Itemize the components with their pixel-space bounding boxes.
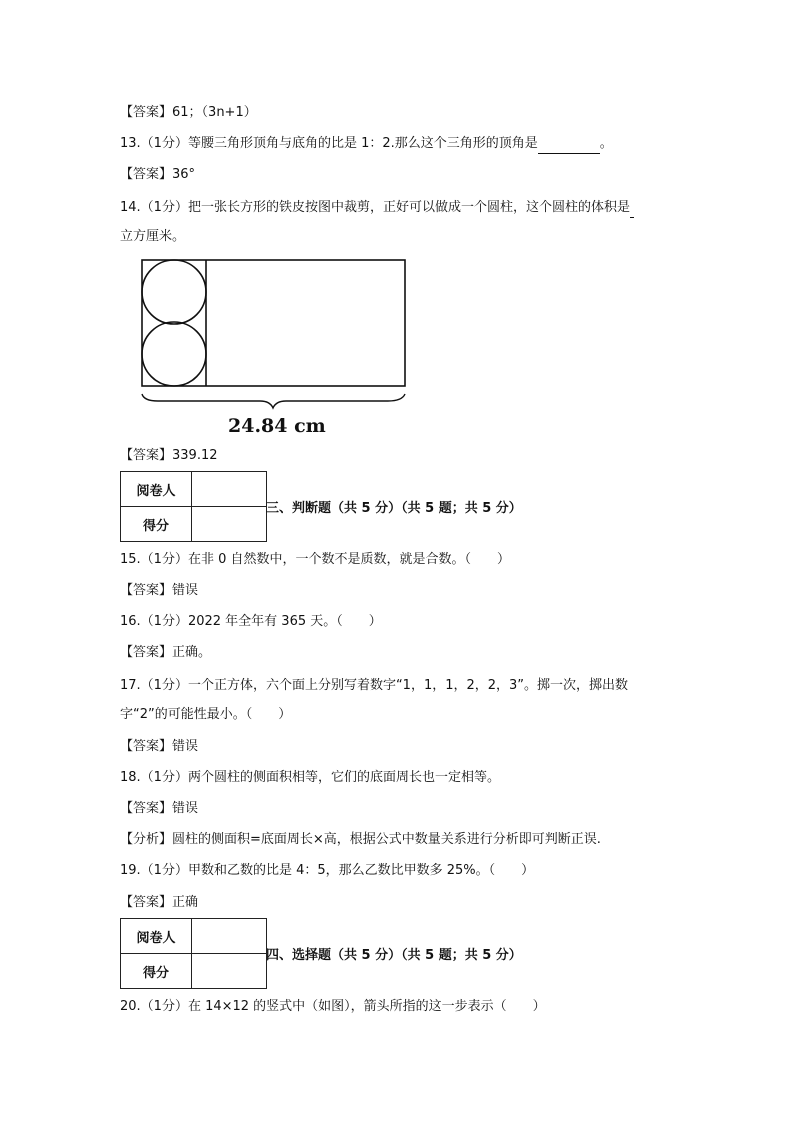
section-4-title: 四、选择题（共 5 分）（共 5 题；共 5 分） bbox=[266, 948, 522, 963]
question-13-end: 。 bbox=[599, 136, 613, 151]
answer-blank bbox=[538, 135, 600, 154]
reviewer-label: 阅卷人 bbox=[121, 472, 192, 507]
answer-16: 【答案】正确。 bbox=[120, 645, 212, 660]
question-20: 20.（1分）在 14×12 的竖式中（如图），箭头所指的这一步表示（ ） bbox=[120, 999, 546, 1014]
question-13 bbox=[120, 135, 613, 154]
question-17-continued: 字“2”的可能性最小。（ ） bbox=[120, 707, 292, 722]
score-table bbox=[120, 918, 267, 989]
top-circle bbox=[142, 260, 206, 324]
answer-15: 【答案】错误 bbox=[120, 583, 199, 598]
answer-12: 【答案】61；（3n+1） bbox=[120, 105, 257, 120]
length-label: 24.84 cm bbox=[228, 415, 326, 437]
score-label: 得分 bbox=[121, 954, 192, 989]
score-label: 得分 bbox=[121, 507, 192, 542]
reviewer-cell bbox=[192, 919, 267, 954]
analysis-18: 【分析】圆柱的侧面积=底面周长×高，根据公式中数量关系进行分析即可判断正误. bbox=[120, 832, 601, 847]
section-3-title: 三、判断题（共 5 分）（共 5 题；共 5 分） bbox=[266, 501, 522, 516]
answer-19: 【答案】正确 bbox=[120, 895, 199, 910]
answer-14: 【答案】339.12 bbox=[120, 448, 218, 463]
question-19: 19.（1分）甲数和乙数的比是 4：5，那么乙数比甲数多 25%。（ ） bbox=[120, 863, 535, 878]
cylinder-net-figure bbox=[138, 256, 410, 438]
question-18: 18.（1分）两个圆柱的侧面积相等，它们的底面周长也一定相等。 bbox=[120, 770, 500, 785]
answer-blank bbox=[630, 199, 634, 218]
question-13-text: 13.（1分）等腰三角形顶角与底角的比是 1：2.那么这个三角形的顶角是 bbox=[120, 136, 538, 151]
score-cell bbox=[192, 954, 267, 989]
answer-18: 【答案】错误 bbox=[120, 801, 199, 816]
question-14-text: 14.（1分）把一张长方形的铁皮按图中裁剪，正好可以做成一个圆柱，这个圆柱的体积是 bbox=[120, 200, 630, 215]
question-14-continued: 立方厘米。 bbox=[120, 229, 186, 244]
bottom-circle bbox=[142, 322, 206, 386]
score-cell bbox=[192, 507, 267, 542]
question-14 bbox=[120, 199, 634, 218]
answer-13: 【答案】36° bbox=[120, 167, 196, 182]
question-16: 16.（1分）2022 年全年有 365 天。（ ） bbox=[120, 614, 382, 629]
answer-17: 【答案】错误 bbox=[120, 739, 199, 754]
reviewer-label: 阅卷人 bbox=[121, 919, 192, 954]
brace bbox=[142, 394, 405, 408]
question-17: 17.（1分）一个正方体，六个面上分别写着数字“1，1，1，2，2，3”。掷一次，掷出数 bbox=[120, 678, 629, 693]
question-15: 15.（1分）在非 0 自然数中，一个数不是质数，就是合数。（ ） bbox=[120, 552, 510, 567]
reviewer-cell bbox=[192, 472, 267, 507]
score-table bbox=[120, 471, 267, 542]
